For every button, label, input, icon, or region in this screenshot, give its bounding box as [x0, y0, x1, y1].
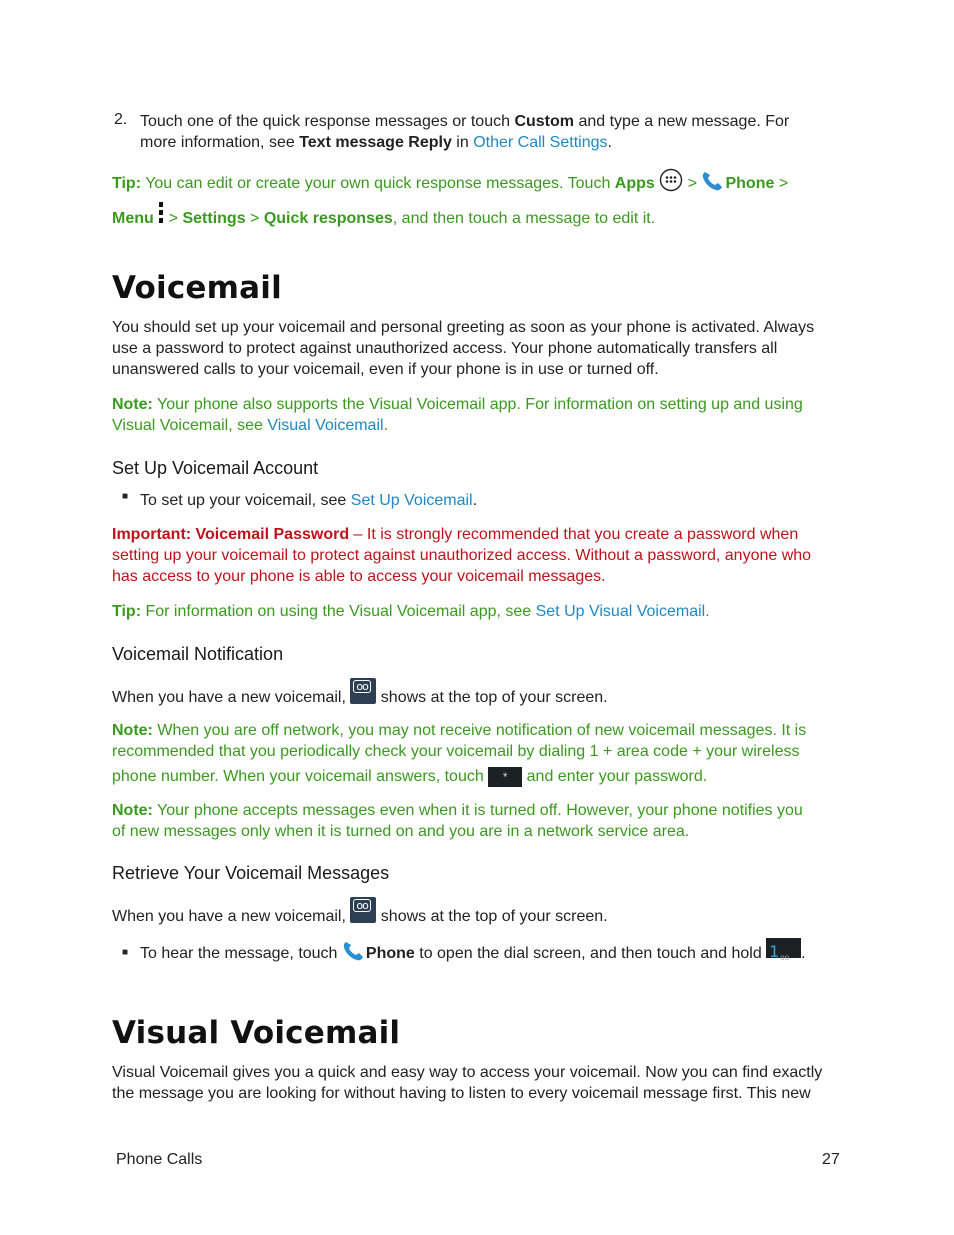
visual-voicemail-link[interactable]: Visual Voicemail — [267, 417, 384, 434]
voicemail-icon: oo — [350, 678, 376, 704]
voicemail-heading: Voicemail — [112, 270, 282, 306]
voicemail-icon: oo — [350, 897, 376, 923]
other-call-settings-link[interactable]: Other Call Settings — [473, 134, 608, 151]
voicemail-intro: You should set up your voicemail and personal greeting as soon as your phone is activated. Always use a password to protect against unauthorized access. Your phone automatically transfers all unanswered calls to your voicemail, even if your phone is in use or turned off. — [112, 319, 815, 378]
step-number: 2. — [114, 111, 128, 128]
notification-text: When you have a new voicemail, oo shows at the top of your screen. — [112, 680, 608, 706]
apps-icon — [659, 168, 683, 201]
note-phone-off: Note: Your phone accepts messages even when it is turned off. However, your phone notifies you of new messages only when it is turned on and you are in a network service area. — [112, 802, 803, 840]
phone-icon — [701, 170, 725, 201]
step-2-line-1: Touch one of the quick response messages or touch Custom and type a new message. For — [140, 113, 790, 130]
setup-voicemail-heading: Set Up Voicemail Account — [112, 458, 319, 478]
voicemail-notification-heading: Voicemail Notification — [112, 644, 284, 664]
important-password: Important: Voicemail Password – It is strongly recommended that you create a password when setting up your voicemail to protect against unauthorized access. Without a password, anyone who has access to your phone is able to access your voicemail messages. — [112, 526, 812, 585]
setup-bullet: ■ To set up your voicemail, see Set Up Voicemail. — [122, 491, 478, 509]
tip-visual-voicemail: Tip: For information on using the Visual Voicemail app, see Set Up Visual Voicemail. — [112, 603, 710, 620]
note-visual-voicemail: Note: Your phone also supports the Visual Voicemail app. For information on setting up and using Visual Voicemail, see Visual Voicemail. — [112, 396, 803, 434]
footer-page-number: 27 — [822, 1151, 840, 1168]
visual-voicemail-heading: Visual Voicemail — [112, 1015, 401, 1051]
tip-quick-responses: Tip: You can edit or create your own quick response messages. Touch Apps > Phone > Menu > Settings > Quick responses, and then touch a message to edit it. — [112, 168, 838, 234]
note-off-network: Note: When you are off network, you may not receive notification of new voicemail messages. It is recommended that you periodically check your voicemail by dialing 1 + area code + your wireless phone number. When your voicemail answers, touch * and enter your password. — [112, 722, 807, 785]
step-2-line-2: more information, see Text message Reply in Other Call Settings. — [140, 134, 612, 151]
star-key-icon: * — [488, 767, 522, 787]
visual-voicemail-intro: Visual Voicemail gives you a quick and easy way to access your voicemail. Now you can find exactly the message you are looking for without having to listen to every voicemail message first. This new — [112, 1064, 823, 1102]
retrieve-text: When you have a new voicemail, oo shows at the top of your screen. — [112, 899, 608, 925]
bullet-icon: ■ — [122, 491, 129, 502]
bullet-icon: ■ — [122, 947, 129, 958]
set-up-visual-voicemail-link[interactable]: Set Up Visual Voicemail — [535, 603, 706, 620]
one-key-icon: 1 oo — [766, 938, 801, 958]
step-2 — [112, 111, 838, 153]
phone-icon — [342, 940, 366, 973]
footer-section: Phone Calls — [116, 1151, 203, 1168]
retrieve-messages-heading: Retrieve Your Voicemail Messages — [112, 863, 390, 883]
set-up-voicemail-link[interactable]: Set Up Voicemail — [350, 492, 473, 509]
retrieve-bullet: ■ To hear the message, touch Phone to open the dial screen, and then touch and hold 1 oo . — [112, 938, 838, 973]
